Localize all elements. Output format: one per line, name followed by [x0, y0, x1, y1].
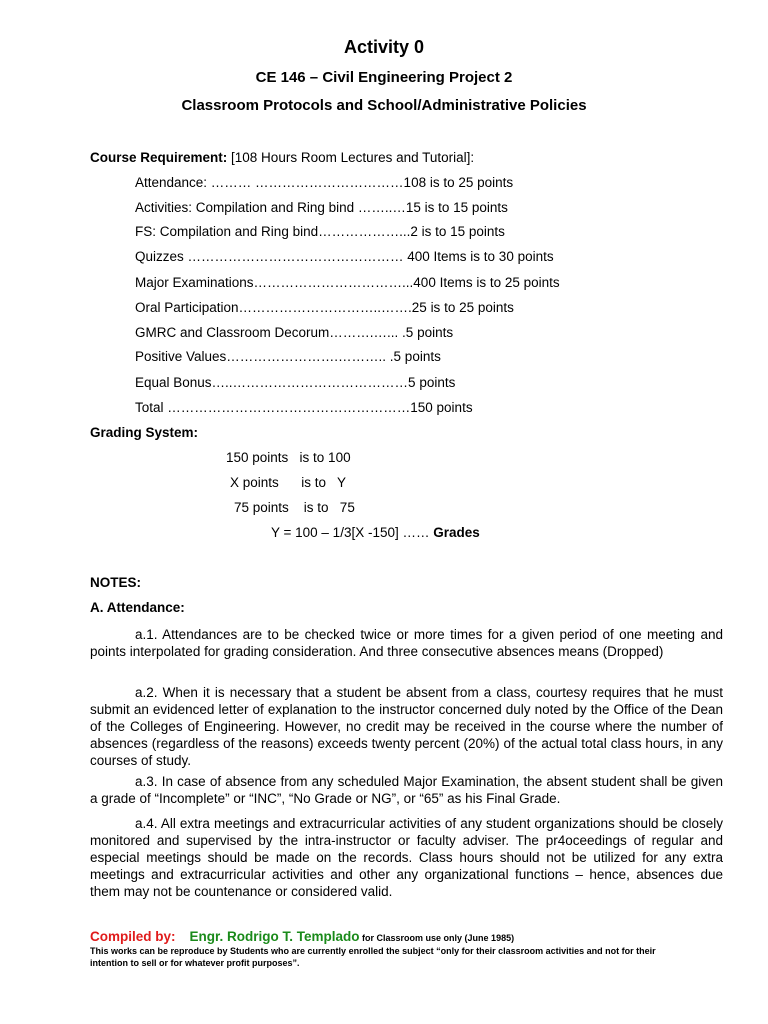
requirement-item: Activities: Compilation and Ring bind ……..…15 is to 15 points — [135, 200, 508, 215]
grading-system-heading: Grading System: — [90, 425, 199, 440]
compiled-by-label: Compiled by: — [90, 929, 176, 944]
grading-line: X points is to Y — [230, 475, 347, 490]
author-name: Engr. Rodrigo T. Templado — [189, 929, 360, 944]
document-subtitle: Classroom Protocols and School/Administrative Policies — [181, 97, 587, 114]
requirement-item-total: Total ………………………………………………150 points — [135, 400, 473, 415]
note-paragraph-a1: a.1. Attendances are to be checked twice or more times for a given period of one meeting and points interpolated for grading consideration. And three consecutive absences means (Dropped) — [90, 627, 723, 659]
footer-credit — [90, 928, 514, 946]
course-requirement-heading — [90, 150, 474, 165]
note-paragraph-a3: a.3. In case of absence from any scheduled Major Examination, the absent student shall be given a grade of “Incomplete” or “INC”, “No Grade or NG”, or “65” as his Final Grade. — [90, 774, 723, 806]
course-requirement-label: Course Requirement: — [90, 150, 228, 165]
grading-formula-grades: Grades — [433, 525, 480, 540]
course-title: CE 146 – Civil Engineering Project 2 — [255, 69, 513, 86]
requirement-item: Major Examinations……………………………...400 Items is to 25 points — [135, 275, 560, 290]
grading-line: 150 points is to 100 — [226, 450, 351, 465]
requirement-item: Attendance: ……… ……………………………108 is to 25 points — [135, 175, 514, 190]
requirement-item: Positive Values…………………….……….. .5 points — [135, 349, 441, 364]
grading-line: 75 points is to 75 — [234, 500, 355, 515]
activity-title: Activity 0 — [343, 37, 425, 57]
notes-heading: NOTES: — [90, 575, 142, 590]
requirement-item: GMRC and Classroom Decorum……….…... .5 points — [135, 325, 454, 340]
course-requirement-text: [108 Hours Room Lectures and Tutorial]: — [227, 150, 475, 165]
reproduction-note: This works can be reproduce by Students who are currently enrolled the subject “only for their classroom activities and not for their intention to sell or for whatever profit purposes”. — [90, 946, 656, 968]
attendance-heading: A. Attendance: — [90, 600, 185, 615]
usage-note: for Classroom use only (June 1985) — [359, 933, 515, 943]
requirement-item: Quizzes ………………………………………… 400 Items is to 30 points — [135, 249, 554, 264]
note-paragraph-a4: a.4. All extra meetings and extracurricular activities of any student organizations should be closely monitored and supervised by the intra-instructor or faculty adviser. The pr4oceedings of regular and especial meetings should be made on the records. Class hours should not be utilized for any extra meetings and extracurricular activities and other any organizational functions – hence, absences due them may not be countenance or considered valid. — [90, 816, 723, 899]
requirement-item: Oral Participation…………………………..…….25 is to 25 points — [135, 300, 514, 315]
requirement-item: Equal Bonus…..…………………………………5 points — [135, 375, 456, 390]
grading-formula — [271, 525, 480, 540]
note-paragraph-a2: a.2. When it is necessary that a student be absent from a class, courtesy requires that he must submit an evidenced letter of explanation to the instructor concerned duly noted by the Office of the Dean of the Colleges of Engineering. However, no credit may be received in the course where the number of absences (regardless of the reasons) exceeds twenty percent (20%) of the actual total class hours, in any courses of study. — [90, 685, 723, 768]
requirement-item: FS: Compilation and Ring bind………………...2 is to 15 points — [135, 224, 505, 239]
grading-formula-text: Y = 100 – 1/3[X -150] …… — [271, 525, 434, 540]
